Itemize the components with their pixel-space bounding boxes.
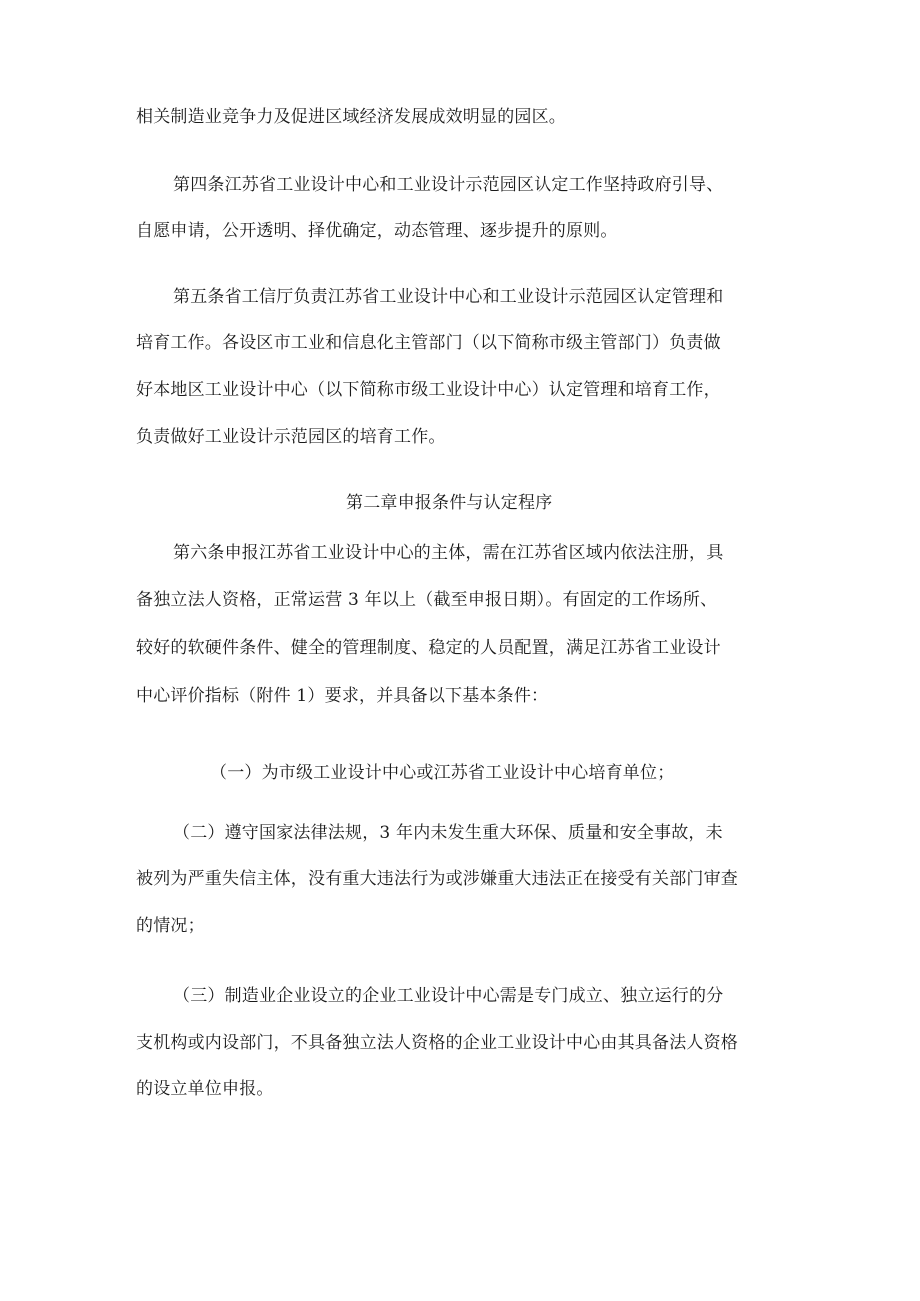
article5-line2: 培育工作。各设区市工业和信息化主管部门（以下简称市级主管部门）负责做 [136, 333, 721, 353]
article4-line1: 第四条江苏省工业设计中心和工业设计示范园区认定工作坚持政府引导、 [173, 175, 724, 195]
article6-line1: 第六条申报江苏省工业设计中心的主体，需在江苏省区域内依法注册，具 [173, 543, 724, 563]
article6-line2: 备独立法人资格，正常运营 3 年以上（截至申报日期）。有固定的工作场所、 [136, 590, 718, 610]
item3-line3: 的设立单位申报。 [136, 1079, 274, 1099]
article6-line4: 中心评价指标（附件 1）要求，并具备以下基本条件： [136, 686, 549, 706]
article6-line3: 较好的软硬件条件、健全的管理制度、稳定的人员配置，满足江苏省工业设计 [136, 638, 721, 658]
item2-line3: 的情况； [136, 916, 205, 936]
article4-line2: 自愿申请，公开透明、择优确定，动态管理、逐步提升的原则。 [136, 221, 618, 241]
item3-line2: 支机构或内设部门，不具备独立法人资格的企业工业设计中心由其具备法人资格 [136, 1033, 738, 1053]
article5-line3: 好本地区工业设计中心（以下简称市级工业设计中心）认定管理和培育工作， [136, 380, 721, 400]
item2-line1: （二）遵守国家法律法规，3 年内未发生重大环保、质量和安全事故，未 [173, 823, 723, 843]
article5-line1: 第五条省工信厅负责江苏省工业设计中心和工业设计示范园区认定管理和 [173, 287, 724, 307]
intro-line: 相关制造业竞争力及促进区域经济发展成效明显的园区。 [136, 107, 566, 127]
item2-line2: 被列为严重失信主体，没有重大违法行为或涉嫌重大违法正在接受有关部门审查 [136, 869, 738, 889]
chapter2-title: 第二章申报条件与认定程序 [346, 493, 553, 513]
article5-line4: 负责做好工业设计示范园区的培育工作。 [136, 427, 446, 447]
item1-line1: （一）为市级工业设计中心或江苏省工业设计中心培育单位； [210, 763, 675, 783]
item3-line1: （三）制造业企业设立的企业工业设计中心需是专门成立、独立运行的分 [173, 986, 724, 1006]
